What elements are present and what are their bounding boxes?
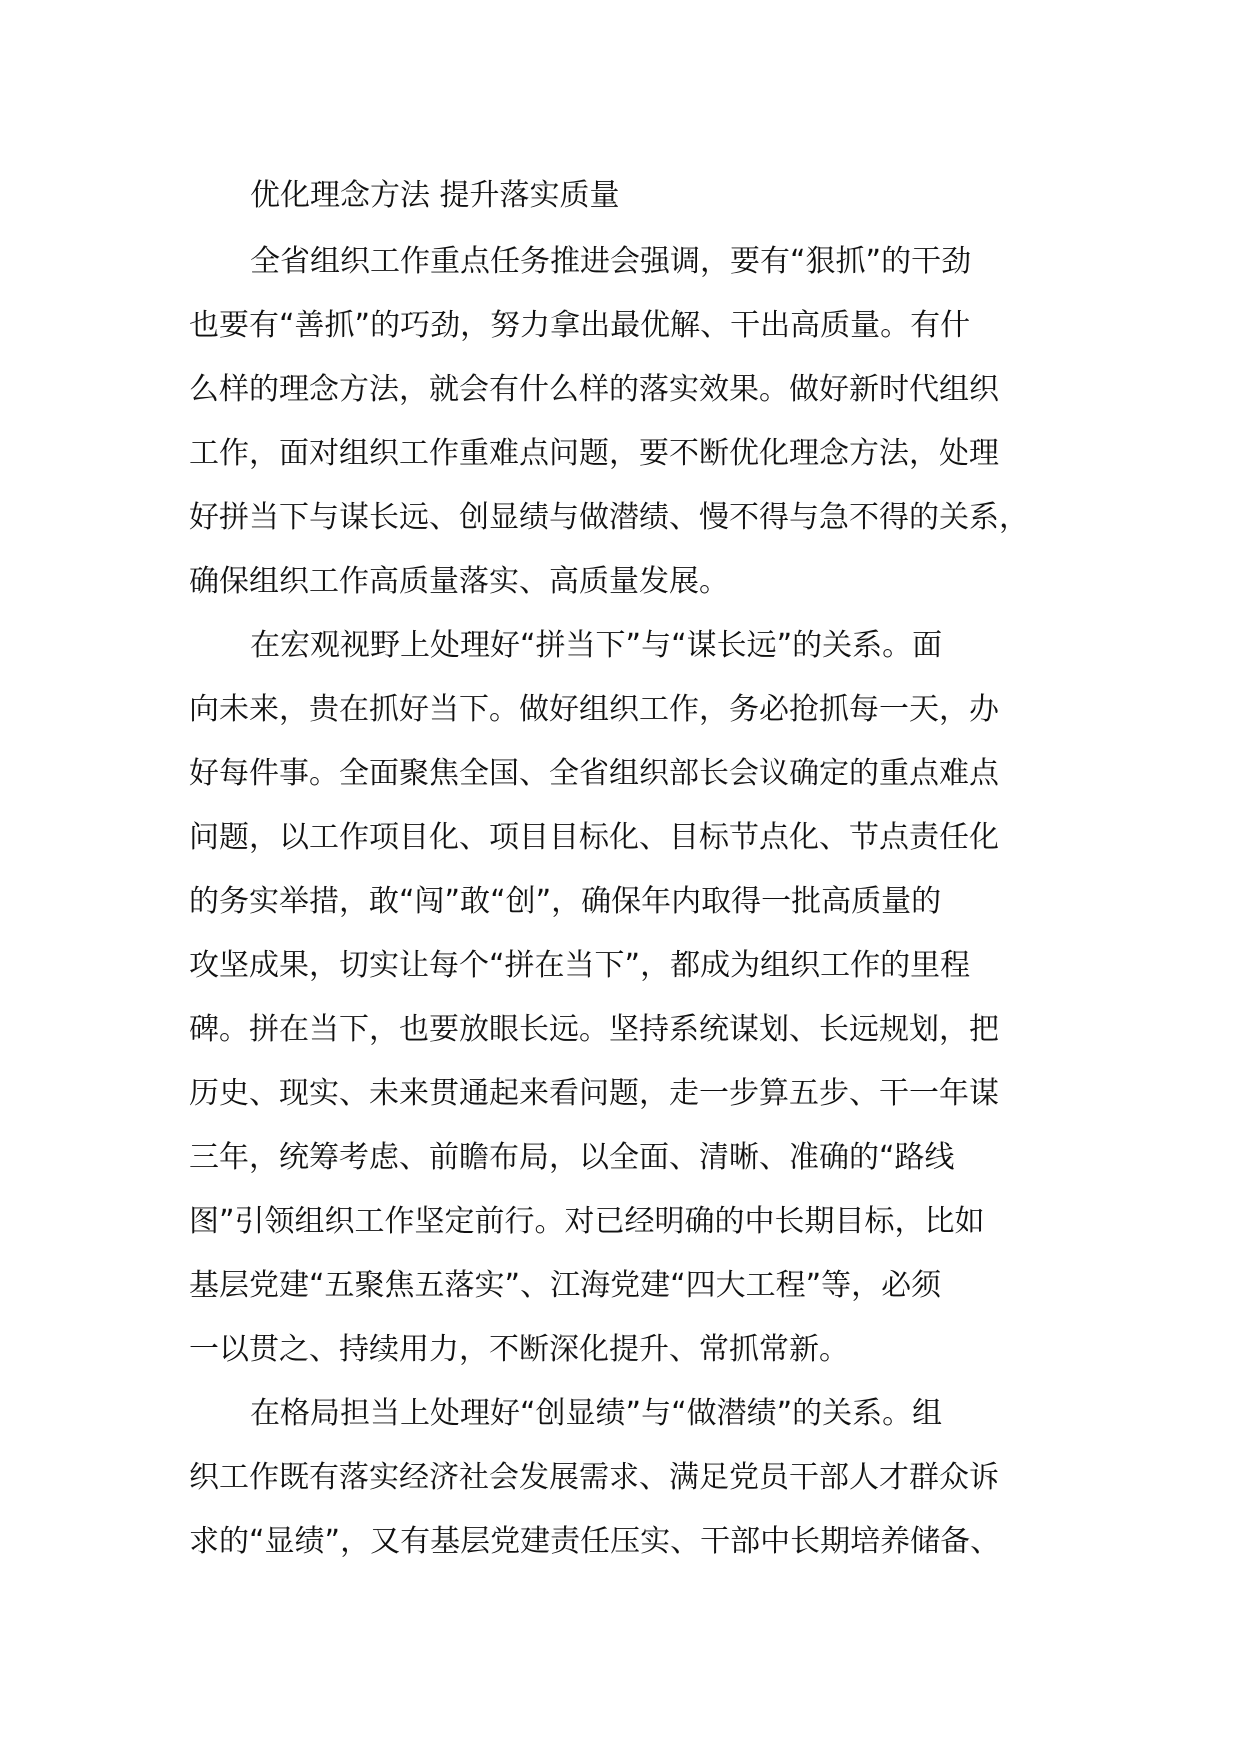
paragraph-1-line-6: 确保组织工作高质量落实、高质量发展。: [189, 564, 729, 599]
paragraph-1-line-3: 么样的理念方法，就会有什么样的落实效果。做好新时代组织: [189, 372, 999, 407]
paragraph-2-line-1: 在宏观视野上处理好“拼当下”与“谋长远”的关系。面: [250, 628, 943, 663]
paragraph-2-line-2: 向未来，贵在抓好当下。做好组织工作，务必抢抓每一天，办: [189, 692, 999, 727]
paragraph-2-line-10: 图”引领组织工作坚定前行。对已经明确的中长期目标，比如: [189, 1204, 985, 1239]
paragraph-2-line-6: 攻坚成果，切实让每个“拼在当下”，都成为组织工作的里程: [189, 948, 971, 983]
paragraph-2-line-3: 好每件事。全面聚焦全国、全省组织部长会议确定的重点难点: [189, 756, 999, 791]
paragraph-3-line-2: 织工作既有落实经济社会发展需求、满足党员干部人才群众诉: [189, 1460, 999, 1495]
paragraph-2-line-4: 问题，以工作项目化、项目目标化、目标节点化、节点责任化: [189, 820, 999, 855]
document-title: 优化理念方法 提升落实质量: [250, 178, 620, 213]
paragraph-1-line-5: 好拼当下与谋长远、创显绩与做潜绩、慢不得与急不得的关系，: [189, 500, 1029, 535]
paragraph-1-line-1: 全省组织工作重点任务推进会强调，要有“狠抓”的干劲: [250, 244, 972, 279]
paragraph-2-line-8: 历史、现实、未来贯通起来看问题，走一步算五步、干一年谋: [189, 1076, 999, 1111]
paragraph-3-line-3: 求的“显绩”，又有基层党建责任压实、干部中长期培养储备、: [189, 1524, 1001, 1559]
paragraph-2-line-12: 一以贯之、持续用力，不断深化提升、常抓常新。: [189, 1332, 849, 1367]
paragraph-2-line-11: 基层党建“五聚焦五落实”、江海党建“四大工程”等，必须: [189, 1268, 942, 1303]
paragraph-1-line-2: 也要有“善抓”的巧劲，努力拿出最优解、干出高质量。有什: [189, 308, 971, 343]
paragraph-3-line-1: 在格局担当上处理好“创显绩”与“做潜绩”的关系。组: [250, 1396, 943, 1431]
paragraph-2-line-9: 三年，统筹考虑、前瞻布局，以全面、清晰、准确的“路线: [189, 1140, 955, 1175]
paragraph-1-line-4: 工作，面对组织工作重难点问题，要不断优化理念方法，处理: [189, 436, 999, 471]
paragraph-2-line-5: 的务实举措，敢“闯”敢“创”，确保年内取得一批高质量的: [189, 884, 942, 919]
paragraph-2-line-7: 碑。拼在当下，也要放眼长远。坚持系统谋划、长远规划，把: [189, 1012, 999, 1047]
